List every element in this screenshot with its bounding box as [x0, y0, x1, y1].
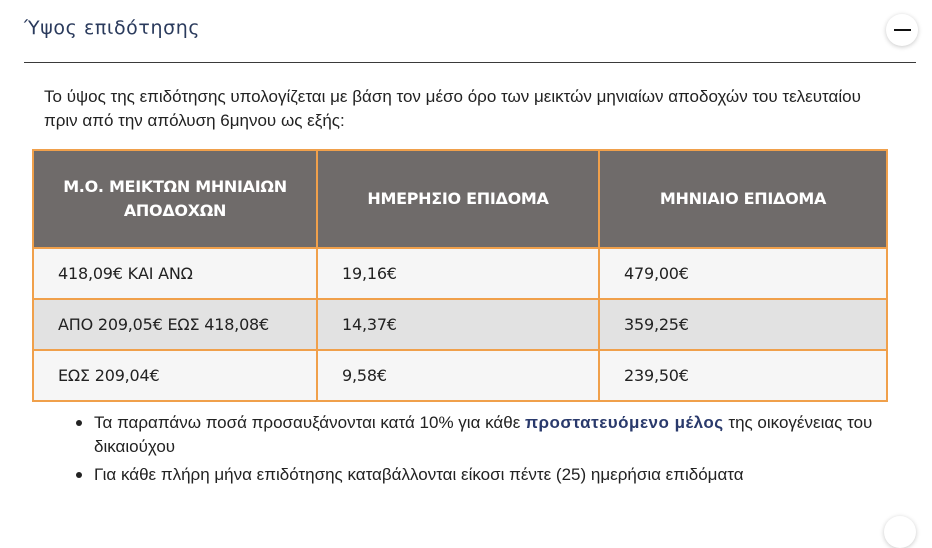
cell-monthly-allowance: 359,25€ — [599, 299, 887, 350]
notes-list — [94, 411, 894, 491]
cell-monthly-allowance: 239,50€ — [599, 350, 887, 401]
collapse-button[interactable] — [886, 14, 918, 46]
protected-member-link[interactable]: προστατευόμενο μέλος — [525, 413, 724, 432]
bullet-icon — [76, 472, 82, 478]
section-header[interactable] — [24, 0, 916, 63]
list-item — [94, 463, 894, 487]
list-item — [94, 411, 894, 459]
section-title: Ύψος επιδότησης — [24, 17, 201, 39]
cell-monthly-allowance: 479,00€ — [599, 248, 887, 299]
cell-daily-allowance: 14,37€ — [317, 299, 599, 350]
allowance-table — [32, 149, 888, 402]
table-row — [33, 350, 887, 401]
bullet-icon — [76, 420, 82, 426]
minus-icon — [894, 29, 911, 31]
header-daily-allowance: ΗΜΕΡΗΣΙΟ ΕΠΙΔΟΜΑ — [317, 150, 599, 248]
note-text: της οικογένειας του δικαιούχου — [94, 413, 873, 456]
cell-daily-allowance: 19,16€ — [317, 248, 599, 299]
next-section-button[interactable] — [884, 516, 916, 548]
table-row — [33, 248, 887, 299]
table-header-row — [33, 150, 887, 248]
header-avg-earnings: Μ.Ο. ΜΕΙΚΤΩΝ ΜΗΝΙΑΙΩΝ ΑΠΟΔΟΧΩΝ — [33, 150, 317, 248]
cell-daily-allowance: 9,58€ — [317, 350, 599, 401]
cell-avg-earnings: ΕΩΣ 209,04€ — [33, 350, 317, 401]
header-monthly-allowance: ΜΗΝΙΑΙΟ ΕΠΙΔΟΜΑ — [599, 150, 887, 248]
note-text: Για κάθε πλήρη μήνα επιδότησης καταβάλλονται είκοσι πέντε (25) ημερήσια επιδόματα — [94, 465, 744, 484]
intro-paragraph: Το ύψος της επιδότησης υπολογίζεται με βάση τον μέσο όρο των μεικτών μηνιαίων αποδοχών του τελευταίου πριν από την απόλυση 6μηνου ως εξής: — [44, 87, 861, 130]
table-row — [33, 299, 887, 350]
note-text: Τα παραπάνω ποσά προσαυξάνονται κατά 10% για κάθε — [94, 413, 525, 432]
cell-avg-earnings: ΑΠΟ 209,05€ ΕΩΣ 418,08€ — [33, 299, 317, 350]
cell-avg-earnings: 418,09€ ΚΑΙ ΑΝΩ — [33, 248, 317, 299]
